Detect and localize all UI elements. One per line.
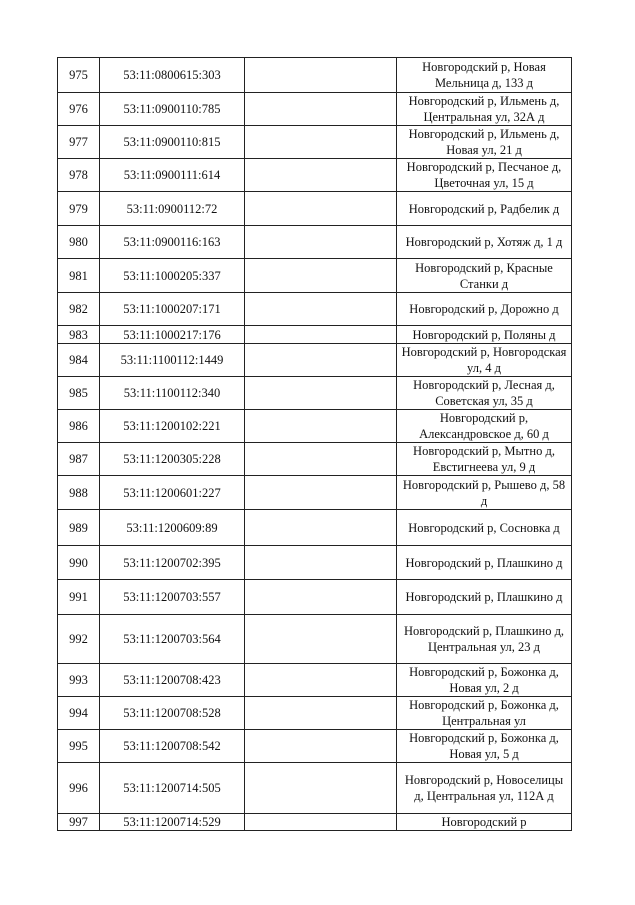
row-number: 991 bbox=[58, 580, 100, 615]
table-row bbox=[58, 697, 572, 730]
empty-cell bbox=[245, 546, 397, 580]
address: Новгородский р, Поляны д bbox=[397, 326, 572, 344]
row-number: 977 bbox=[58, 126, 100, 159]
cadastral-number: 53:11:1200708:423 bbox=[100, 664, 245, 697]
address: Новгородский р, Божонка д, Центральная ул bbox=[397, 697, 572, 730]
table-row bbox=[58, 476, 572, 510]
cadastral-number: 53:11:0900116:163 bbox=[100, 226, 245, 259]
row-number: 985 bbox=[58, 377, 100, 410]
empty-cell bbox=[245, 664, 397, 697]
cadastral-number: 53:11:1100112:1449 bbox=[100, 344, 245, 377]
cadastral-number: 53:11:1200708:528 bbox=[100, 697, 245, 730]
address: Новгородский р, Новоселицы д, Центральная ул, 112А д bbox=[397, 763, 572, 814]
address: Новгородский р, Хотяж д, 1 д bbox=[397, 226, 572, 259]
row-number: 983 bbox=[58, 326, 100, 344]
table-row bbox=[58, 259, 572, 293]
row-number: 986 bbox=[58, 410, 100, 443]
empty-cell bbox=[245, 697, 397, 730]
cadastral-number: 53:11:1000205:337 bbox=[100, 259, 245, 293]
cadastral-number: 53:11:1200305:228 bbox=[100, 443, 245, 476]
row-number: 997 bbox=[58, 814, 100, 831]
row-number: 984 bbox=[58, 344, 100, 377]
address: Новгородский р, Божонка д, Новая ул, 5 д bbox=[397, 730, 572, 763]
table-row bbox=[58, 580, 572, 615]
row-number: 995 bbox=[58, 730, 100, 763]
table-row bbox=[58, 293, 572, 326]
row-number: 975 bbox=[58, 58, 100, 93]
row-number: 988 bbox=[58, 476, 100, 510]
address: Новгородский р bbox=[397, 814, 572, 831]
table-row bbox=[58, 615, 572, 664]
address: Новгородский р, Рышево д, 58 д bbox=[397, 476, 572, 510]
empty-cell bbox=[245, 410, 397, 443]
row-number: 993 bbox=[58, 664, 100, 697]
table-row bbox=[58, 93, 572, 126]
cadastral-number: 53:11:0900111:614 bbox=[100, 159, 245, 192]
table-row bbox=[58, 58, 572, 93]
table-row bbox=[58, 814, 572, 831]
empty-cell bbox=[245, 580, 397, 615]
row-number: 978 bbox=[58, 159, 100, 192]
empty-cell bbox=[245, 763, 397, 814]
cadastral-number: 53:11:1100112:340 bbox=[100, 377, 245, 410]
row-number: 989 bbox=[58, 510, 100, 546]
table-row bbox=[58, 730, 572, 763]
address: Новгородский р, Ильмень д, Центральная ул, 32А д bbox=[397, 93, 572, 126]
address: Новгородский р, Плашкино д bbox=[397, 546, 572, 580]
cadastral-number: 53:11:1200102:221 bbox=[100, 410, 245, 443]
cadastral-number: 53:11:1200714:529 bbox=[100, 814, 245, 831]
row-number: 990 bbox=[58, 546, 100, 580]
register-table bbox=[57, 57, 572, 831]
address: Новгородский р, Новгородская ул, 4 д bbox=[397, 344, 572, 377]
empty-cell bbox=[245, 259, 397, 293]
table-row bbox=[58, 510, 572, 546]
table-row bbox=[58, 326, 572, 344]
empty-cell bbox=[245, 93, 397, 126]
row-number: 992 bbox=[58, 615, 100, 664]
address: Новгородский р, Лесная д, Советская ул, 35 д bbox=[397, 377, 572, 410]
address: Новгородский р, Александровское д, 60 д bbox=[397, 410, 572, 443]
cadastral-number: 53:11:1200708:542 bbox=[100, 730, 245, 763]
address: Новгородский р, Ильмень д, Новая ул, 21 д bbox=[397, 126, 572, 159]
empty-cell bbox=[245, 192, 397, 226]
row-number: 994 bbox=[58, 697, 100, 730]
table-row bbox=[58, 763, 572, 814]
address: Новгородский р, Красные Станки д bbox=[397, 259, 572, 293]
cadastral-number: 53:11:1200601:227 bbox=[100, 476, 245, 510]
empty-cell bbox=[245, 615, 397, 664]
cadastral-number: 53:11:0900110:785 bbox=[100, 93, 245, 126]
table-row bbox=[58, 344, 572, 377]
empty-cell bbox=[245, 510, 397, 546]
cadastral-number: 53:11:1000217:176 bbox=[100, 326, 245, 344]
table-row bbox=[58, 410, 572, 443]
row-number: 981 bbox=[58, 259, 100, 293]
row-number: 996 bbox=[58, 763, 100, 814]
address: Новгородский р, Песчаное д, Цветочная ул, 15 д bbox=[397, 159, 572, 192]
cadastral-number: 53:11:1200714:505 bbox=[100, 763, 245, 814]
address: Новгородский р, Сосновка д bbox=[397, 510, 572, 546]
table-row bbox=[58, 664, 572, 697]
address: Новгородский р, Плашкино д bbox=[397, 580, 572, 615]
row-number: 982 bbox=[58, 293, 100, 326]
cadastral-number: 53:11:1200703:564 bbox=[100, 615, 245, 664]
empty-cell bbox=[245, 443, 397, 476]
row-number: 976 bbox=[58, 93, 100, 126]
empty-cell bbox=[245, 344, 397, 377]
table-row bbox=[58, 159, 572, 192]
empty-cell bbox=[245, 226, 397, 259]
cadastral-number: 53:11:0900112:72 bbox=[100, 192, 245, 226]
table-row bbox=[58, 192, 572, 226]
empty-cell bbox=[245, 326, 397, 344]
table-row bbox=[58, 546, 572, 580]
address: Новгородский р, Радбелик д bbox=[397, 192, 572, 226]
empty-cell bbox=[245, 293, 397, 326]
empty-cell bbox=[245, 814, 397, 831]
cadastral-number: 53:11:1200703:557 bbox=[100, 580, 245, 615]
empty-cell bbox=[245, 377, 397, 410]
row-number: 980 bbox=[58, 226, 100, 259]
empty-cell bbox=[245, 126, 397, 159]
table-row bbox=[58, 226, 572, 259]
cadastral-number: 53:11:1000207:171 bbox=[100, 293, 245, 326]
address: Новгородский р, Божонка д, Новая ул, 2 д bbox=[397, 664, 572, 697]
empty-cell bbox=[245, 58, 397, 93]
table-row bbox=[58, 443, 572, 476]
cadastral-number: 53:11:0800615:303 bbox=[100, 58, 245, 93]
row-number: 987 bbox=[58, 443, 100, 476]
cadastral-number: 53:11:1200609:89 bbox=[100, 510, 245, 546]
row-number: 979 bbox=[58, 192, 100, 226]
empty-cell bbox=[245, 159, 397, 192]
cadastral-number: 53:11:0900110:815 bbox=[100, 126, 245, 159]
address: Новгородский р, Мытно д, Евстигнеева ул, 9 д bbox=[397, 443, 572, 476]
empty-cell bbox=[245, 476, 397, 510]
register-table-body bbox=[58, 58, 572, 831]
cadastral-number: 53:11:1200702:395 bbox=[100, 546, 245, 580]
address: Новгородский р, Новая Мельница д, 133 д bbox=[397, 58, 572, 93]
table-row bbox=[58, 377, 572, 410]
table-row bbox=[58, 126, 572, 159]
empty-cell bbox=[245, 730, 397, 763]
address: Новгородский р, Плашкино д, Центральная ул, 23 д bbox=[397, 615, 572, 664]
address: Новгородский р, Дорожно д bbox=[397, 293, 572, 326]
